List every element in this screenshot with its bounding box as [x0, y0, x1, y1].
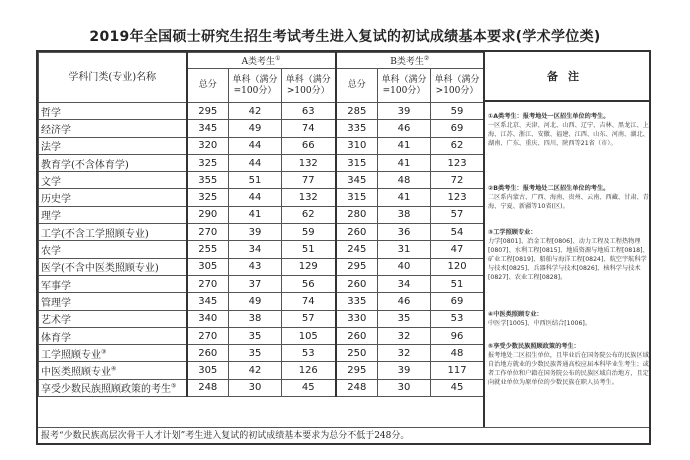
- b-score-cell: 335: [336, 293, 378, 310]
- subject-name: 中医类照顾专业④: [39, 362, 187, 379]
- a-score-cell: 35: [229, 345, 282, 362]
- a-score-cell: 34: [229, 241, 282, 258]
- a-score-cell: 345: [187, 293, 229, 310]
- b-score-cell: 46: [378, 293, 431, 310]
- a-score-cell: 45: [282, 379, 336, 396]
- table-row: [39, 327, 484, 344]
- b-score-cell: 96: [431, 327, 484, 344]
- subject-name: 农学: [39, 241, 187, 258]
- a-score-cell: 340: [187, 310, 229, 327]
- subject-name: 哲学: [39, 103, 187, 120]
- b-score-cell: 315: [336, 154, 378, 171]
- note-5: ⑤享受少数民族照顾政策的考生： 报考地处二区招生单位，且毕业后在国务院公布的民族区域自治地方就业的少数民族普通高校应届本科毕业生考生；或者工作单位和户籍在国务院公布的民族区域自治地方，且定向就业单位为原单位的少数民族在职人员考生。: [488, 343, 649, 386]
- b-score-cell: 69: [431, 120, 484, 137]
- b-score-cell: 41: [378, 189, 431, 206]
- table-row: [39, 379, 484, 396]
- a-single-over100-header: 单科（满分>100分）: [282, 69, 336, 103]
- a-score-cell: 270: [187, 224, 229, 241]
- table-row: [39, 224, 484, 241]
- note-3: ③工学照顾专业： 力学[0801]、冶金工程[0806]、动力工程及工程热物理[0807]、水利工程[0815]、地质资源与地质工程[0818]、矿业工程[0819]、船舶与海洋工程[0824]、航空宇航科学与技术[0825]、兵器科学与技术[0826]、核科学与技术[0827]、农业工程[0828]。: [488, 229, 649, 281]
- a-score-cell: 37: [229, 275, 282, 292]
- b-score-cell: 57: [431, 206, 484, 223]
- subject-name: 体育学: [39, 327, 187, 344]
- note-4: ④中医类照顾专业： 中医学[1005]、中西医结合[1006]。: [488, 311, 592, 327]
- subject-name: 工学(不含工学照顾专业): [39, 224, 187, 241]
- a-score-cell: 49: [229, 120, 282, 137]
- notes-column: [483, 52, 651, 427]
- b-score-cell: 345: [336, 172, 378, 189]
- b-single-100-header: 单科（满分=100分）: [378, 69, 431, 103]
- b-score-cell: 59: [431, 103, 484, 120]
- score-table: [38, 52, 484, 397]
- a-score-cell: 305: [187, 362, 229, 379]
- table-row: [39, 189, 484, 206]
- table-row: [39, 310, 484, 327]
- subject-name: 医学(不含中医类照顾专业): [39, 258, 187, 275]
- a-score-cell: 41: [229, 206, 282, 223]
- notes-title: 备注: [485, 52, 651, 102]
- b-score-cell: 245: [336, 241, 378, 258]
- b-score-cell: 280: [336, 206, 378, 223]
- a-score-cell: 126: [282, 362, 336, 379]
- b-score-cell: 248: [336, 379, 378, 396]
- table-row: [39, 362, 484, 379]
- a-score-cell: 53: [282, 345, 336, 362]
- a-score-cell: 255: [187, 241, 229, 258]
- subject-name: 文学: [39, 172, 187, 189]
- note-2: ②B类考生：报考地处二区招生单位的考生。 二区系内蒙古、广西、海南、贵州、云南、西藏、甘肃、青海、宁夏、新疆等10省(区)。: [488, 185, 649, 210]
- subject-name: 工学照顾专业③: [39, 345, 187, 362]
- page-title: 2019年全国硕士研究生招生考试考生进入复试的初试成绩基本要求(学术学位类): [89, 29, 601, 45]
- a-score-cell: 74: [282, 120, 336, 137]
- table-row: [39, 137, 484, 154]
- table-row: [39, 345, 484, 362]
- a-score-cell: 270: [187, 327, 229, 344]
- subject-name: 历史学: [39, 189, 187, 206]
- b-score-cell: 295: [336, 362, 378, 379]
- table-row: [39, 154, 484, 171]
- a-score-cell: 295: [187, 103, 229, 120]
- b-score-cell: 62: [431, 137, 484, 154]
- b-score-cell: 310: [336, 137, 378, 154]
- b-single-over100-header: 单科（满分>100分）: [431, 69, 484, 103]
- a-score-cell: 57: [282, 310, 336, 327]
- subject-name: 理学: [39, 206, 187, 223]
- a-score-cell: 260: [187, 345, 229, 362]
- a-score-cell: 320: [187, 137, 229, 154]
- table-row: [39, 103, 484, 120]
- a-score-cell: 49: [229, 293, 282, 310]
- b-score-cell: 48: [431, 345, 484, 362]
- score-sheet: [36, 50, 651, 445]
- b-score-cell: 123: [431, 189, 484, 206]
- a-single-100-header: 单科（满分=100分）: [229, 69, 282, 103]
- b-score-cell: 35: [378, 310, 431, 327]
- a-score-cell: 74: [282, 293, 336, 310]
- a-score-cell: 42: [229, 362, 282, 379]
- a-score-cell: 355: [187, 172, 229, 189]
- a-score-cell: 105: [282, 327, 336, 344]
- b-score-cell: 36: [378, 224, 431, 241]
- b-score-cell: 30: [378, 379, 431, 396]
- a-score-cell: 248: [187, 379, 229, 396]
- subject-name: 军事学: [39, 275, 187, 292]
- a-score-cell: 44: [229, 154, 282, 171]
- b-score-cell: 123: [431, 154, 484, 171]
- subject-name: 管理学: [39, 293, 187, 310]
- subject-column-header: 学科门类(专业)名称: [39, 53, 187, 103]
- b-total-header: 总分: [336, 69, 378, 103]
- b-score-cell: 295: [336, 258, 378, 275]
- subject-name: 经济学: [39, 120, 187, 137]
- b-score-cell: 45: [431, 379, 484, 396]
- a-score-cell: 38: [229, 310, 282, 327]
- b-score-cell: 285: [336, 103, 378, 120]
- table-row: [39, 275, 484, 292]
- a-score-cell: 77: [282, 172, 336, 189]
- a-score-cell: 325: [187, 189, 229, 206]
- a-score-cell: 59: [282, 224, 336, 241]
- b-score-cell: 72: [431, 172, 484, 189]
- subject-name: 教育学(不含体育学): [39, 154, 187, 171]
- b-score-cell: 38: [378, 206, 431, 223]
- b-score-cell: 47: [431, 241, 484, 258]
- b-score-cell: 40: [378, 258, 431, 275]
- a-score-cell: 39: [229, 224, 282, 241]
- b-score-cell: 48: [378, 172, 431, 189]
- table-row: [39, 293, 484, 310]
- group-a-header: A类考生①: [187, 53, 336, 69]
- b-score-cell: 260: [336, 327, 378, 344]
- a-score-cell: 345: [187, 120, 229, 137]
- a-score-cell: 30: [229, 379, 282, 396]
- table-row: [39, 120, 484, 137]
- b-score-cell: 250: [336, 345, 378, 362]
- subject-name: 享受少数民族照顾政策的考生⑤: [39, 379, 187, 396]
- a-score-cell: 56: [282, 275, 336, 292]
- group-b-header: B类考生②: [336, 53, 484, 69]
- a-score-cell: 290: [187, 206, 229, 223]
- table-row: [39, 258, 484, 275]
- table-row: [39, 172, 484, 189]
- a-score-cell: 51: [282, 241, 336, 258]
- b-score-cell: 260: [336, 224, 378, 241]
- b-score-cell: 54: [431, 224, 484, 241]
- a-score-cell: 132: [282, 189, 336, 206]
- b-score-cell: 41: [378, 154, 431, 171]
- a-score-cell: 44: [229, 137, 282, 154]
- a-score-cell: 42: [229, 103, 282, 120]
- a-score-cell: 325: [187, 154, 229, 171]
- b-score-cell: 32: [378, 327, 431, 344]
- a-total-header: 总分: [187, 69, 229, 103]
- b-score-cell: 69: [431, 293, 484, 310]
- b-score-cell: 31: [378, 241, 431, 258]
- a-score-cell: 43: [229, 258, 282, 275]
- b-score-cell: 39: [378, 103, 431, 120]
- a-score-cell: 63: [282, 103, 336, 120]
- b-score-cell: 46: [378, 120, 431, 137]
- note-1: ①A类考生：报考地处一区招生单位的考生。 一区系北京、天津、河北、山西、辽宁、吉林、黑龙江、上海、江苏、浙江、安徽、福建、江西、山东、河南、湖北、湖南、广东、重庆、四川、陕西等21省（市）。: [488, 113, 649, 147]
- b-score-cell: 335: [336, 120, 378, 137]
- b-score-cell: 41: [378, 137, 431, 154]
- b-score-cell: 32: [378, 345, 431, 362]
- b-score-cell: 260: [336, 275, 378, 292]
- a-score-cell: 270: [187, 275, 229, 292]
- b-score-cell: 34: [378, 275, 431, 292]
- table-row: [39, 241, 484, 258]
- a-score-cell: 132: [282, 154, 336, 171]
- a-score-cell: 129: [282, 258, 336, 275]
- table-row: [39, 206, 484, 223]
- a-score-cell: 35: [229, 327, 282, 344]
- subject-name: 艺术学: [39, 310, 187, 327]
- b-score-cell: 315: [336, 189, 378, 206]
- b-score-cell: 120: [431, 258, 484, 275]
- a-score-cell: 305: [187, 258, 229, 275]
- b-score-cell: 39: [378, 362, 431, 379]
- a-score-cell: 51: [229, 172, 282, 189]
- b-score-cell: 117: [431, 362, 484, 379]
- subject-name: 法学: [39, 137, 187, 154]
- b-score-cell: 53: [431, 310, 484, 327]
- a-score-cell: 44: [229, 189, 282, 206]
- footer-note: 报考“少数民族高层次骨干人才计划”考生进入复试的初试成绩基本要求为总分不低于248分。: [38, 427, 649, 443]
- b-score-cell: 51: [431, 275, 484, 292]
- a-score-cell: 66: [282, 137, 336, 154]
- a-score-cell: 62: [282, 206, 336, 223]
- b-score-cell: 330: [336, 310, 378, 327]
